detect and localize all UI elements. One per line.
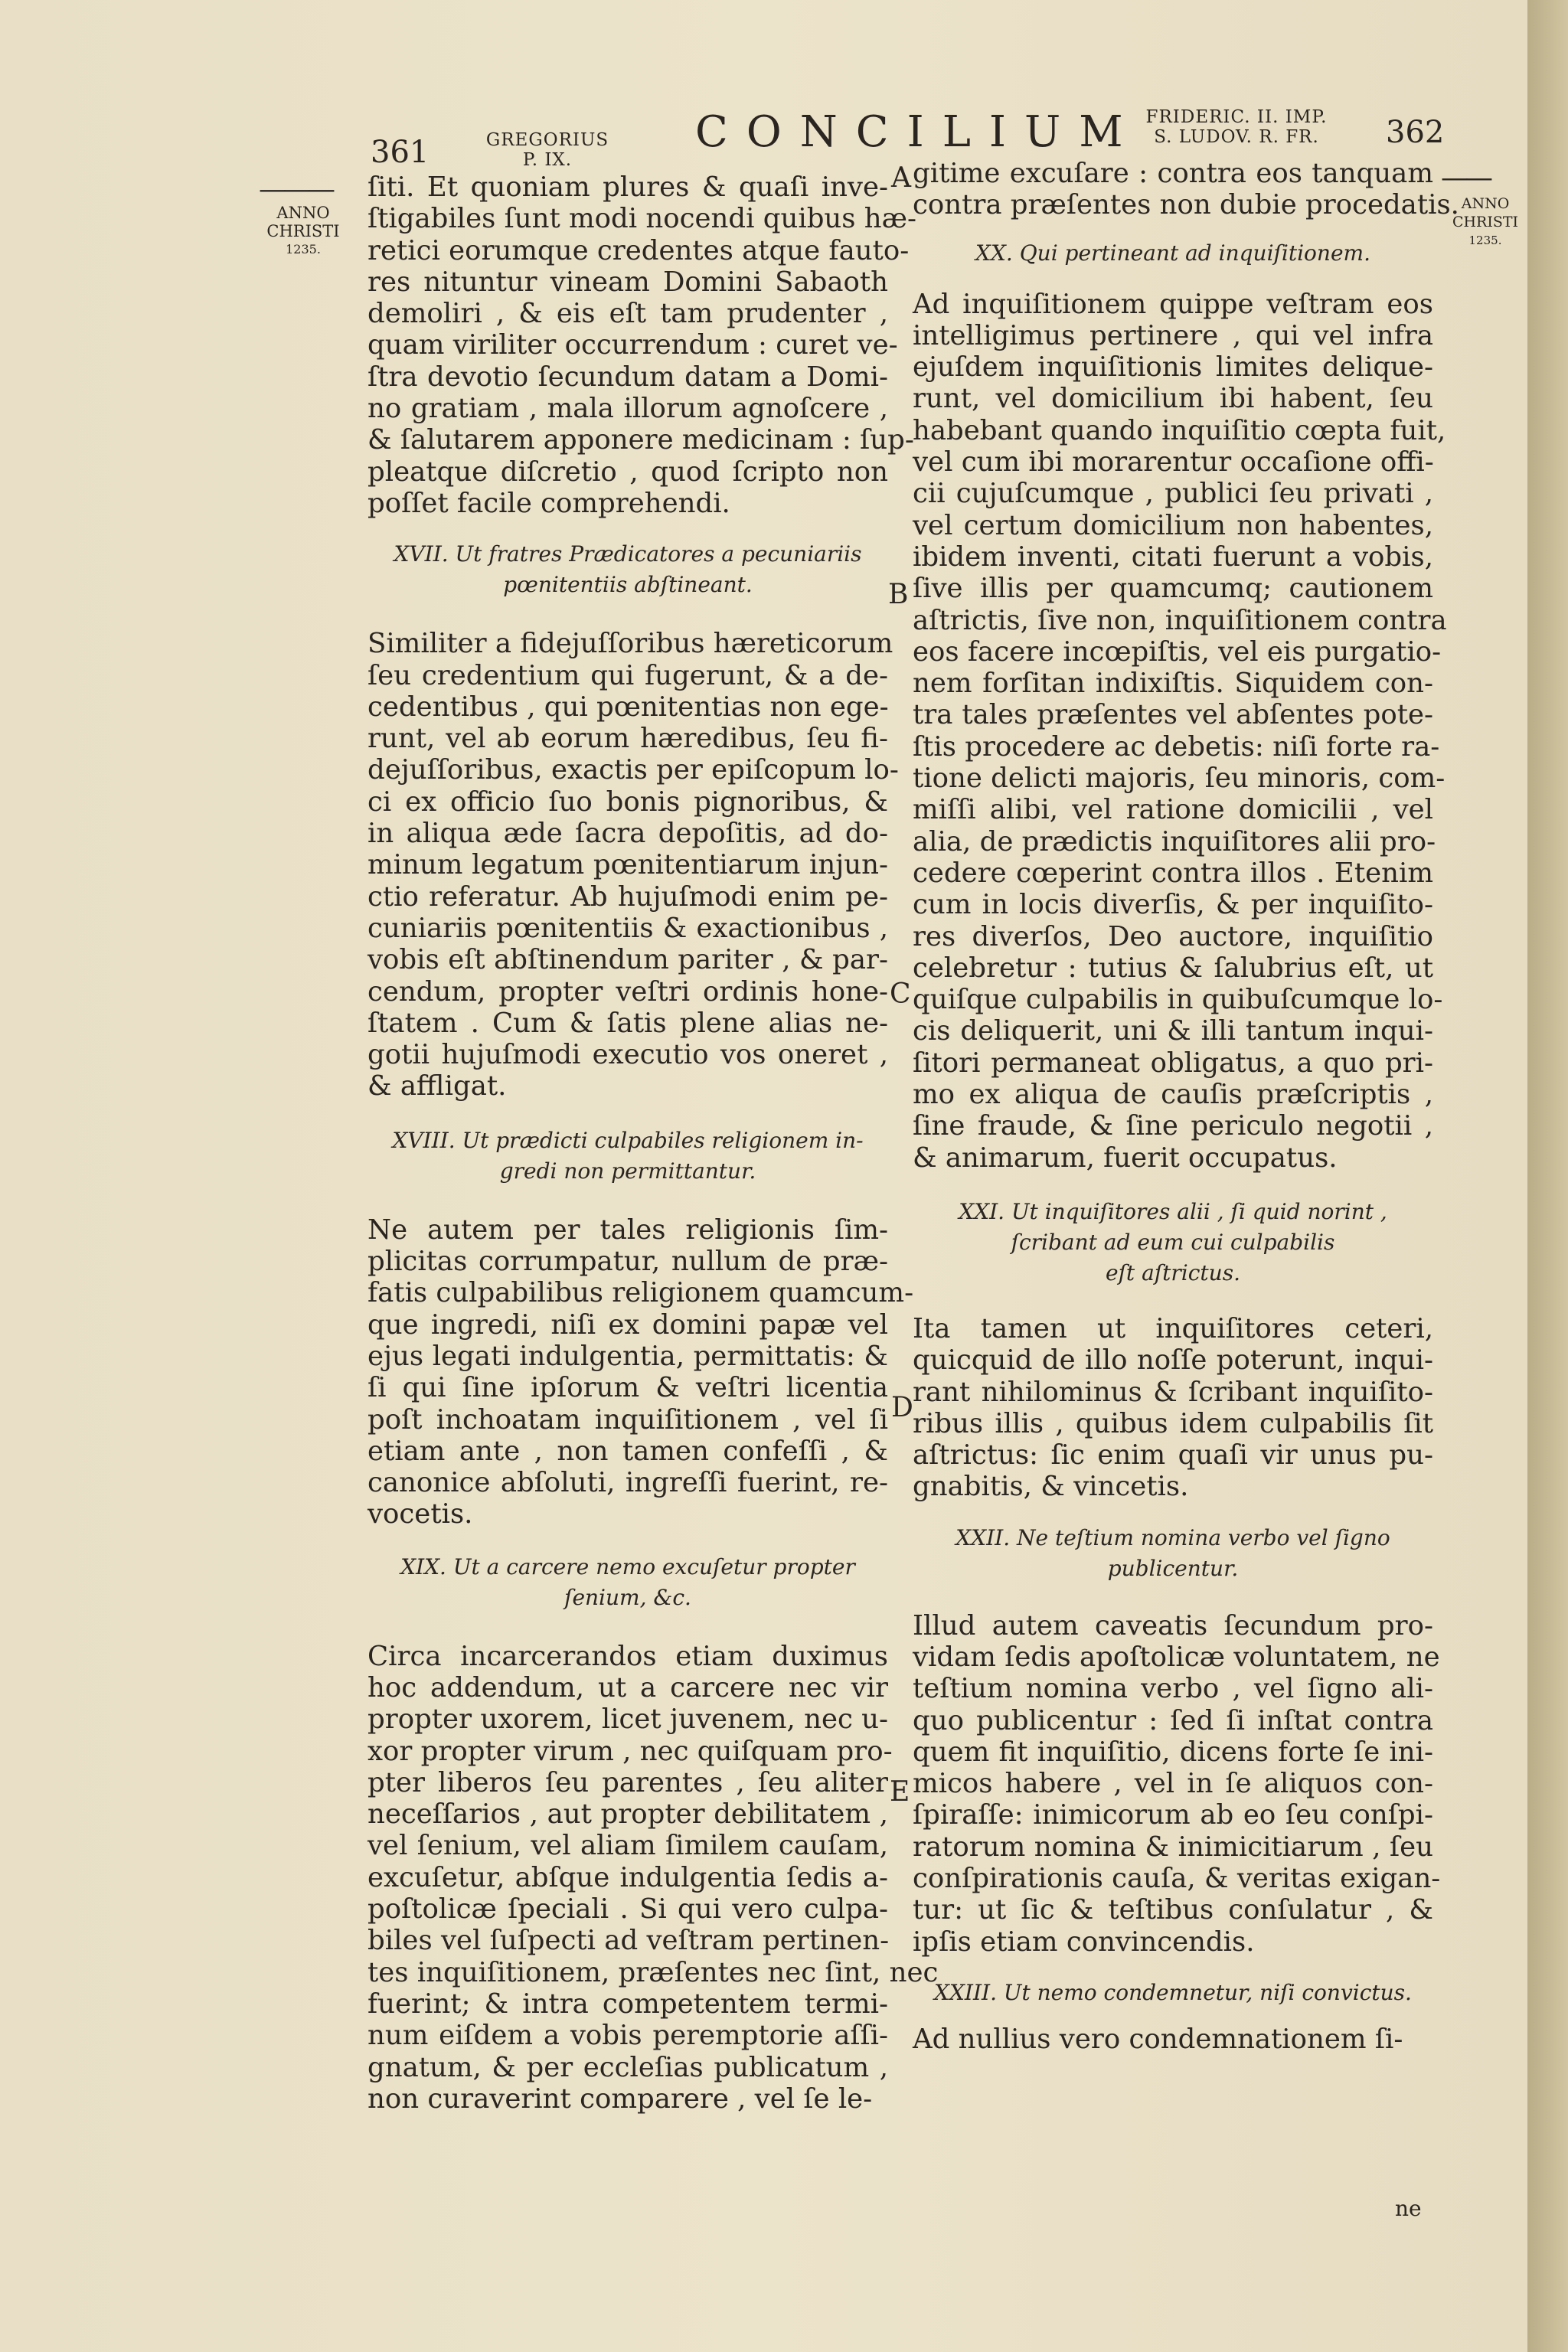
text-line: in aliqua æde ſacra depoſitis, ad do- [368, 818, 888, 850]
margin-year-number-left: 1235. [286, 242, 321, 256]
text-line: vobis eſt abſtinendum pariter , & par- [368, 944, 888, 976]
text-line: fuerint; & intra competentem termi- [368, 1988, 888, 2020]
text-line: eſt aſtrictus. [1106, 1259, 1240, 1285]
heading-xx [913, 238, 1433, 269]
text-line: retici eorumque credentes atque fauto- [368, 234, 910, 266]
text-line: celebretur : tutius & ſalubrius eſt, ut [913, 952, 1433, 984]
running-head-left-line2: P. IX. [522, 150, 573, 170]
text-line: tes inquiſitionem, præſentes nec ſint, nec [368, 1956, 939, 1988]
text-line: fatis culpabilibus religionem quamcum- [368, 1277, 914, 1309]
right-paragraph-2 [913, 288, 1447, 1174]
text-line: minum legatum pœnitentiarum injun- [368, 849, 888, 881]
heading-xviii [368, 1125, 888, 1187]
text-line: propter uxorem, licet juvenem, nec u- [368, 1704, 888, 1736]
text-line: no gratiam , mala illorum agnoſcere , [368, 393, 888, 425]
section-letter-e: E [890, 1776, 910, 1808]
text-line: mo ex aliqua de cauſis præſcriptis , [913, 1079, 1433, 1111]
text-line: cum in locis diverſis, & per inquiſito- [913, 889, 1433, 921]
margin-year-number-right: 1235. [1468, 234, 1502, 247]
text-line: tione delicti majoris, ſeu minoris, com- [913, 763, 1446, 795]
heading-xxii [913, 1523, 1433, 1584]
text-line: Ne autem per tales religionis ſim- [368, 1214, 888, 1246]
text-line: quicquid de illo noſſe poterunt, inqui- [913, 1344, 1433, 1377]
margin-christi-left: CHRISTI [266, 222, 340, 240]
text-line: XXI. Ut inquiſitores alii , ſi quid norint , [959, 1198, 1387, 1224]
heading-xxi [913, 1197, 1433, 1289]
text-line: ſtra devotio ſecundum datam a Domi- [368, 361, 888, 393]
text-line: ſi qui ſine ipſorum & veſtri licentia [368, 1372, 888, 1404]
text-line: Ad inquiſitionem quippe veſtram eos [913, 288, 1433, 320]
text-line: rant nihilominus & ſcribant inquiſito- [913, 1376, 1433, 1408]
text-line: XVII. Ut fratres Prædicatores a pecuniariis [394, 541, 862, 567]
text-line: ribus illis , quibus idem culpabilis ſit [913, 1407, 1433, 1439]
text-line: cedere cœperint contra illos . Etenim [913, 857, 1433, 889]
right-paragraph-4 [913, 1609, 1441, 1958]
margin-rule-right: —— [1441, 162, 1490, 194]
text-line: que ingredi, niſi ex domini papæ vel [368, 1308, 888, 1341]
text-line: aſtrictis, ſive non, inquiſitionem contra [913, 604, 1447, 636]
text-line: cuniariis pœnitentiis & exactionibus , [368, 912, 888, 944]
text-line: ſtatem . Cum & ſatis plene alias ne- [368, 1007, 888, 1039]
text-line: cii cujuſcumque , publici ſeu privati , [913, 478, 1433, 510]
text-line: gnatum, & per eccleſias publicatum , [368, 2051, 888, 2083]
text-line: vel ſenium, vel aliam ſimilem cauſam, [368, 1830, 888, 1862]
text-line: Ita tamen ut inquiſitores ceteri, [913, 1312, 1433, 1344]
text-line: XVIII. Ut prædicti culpabiles religionem in- [392, 1127, 864, 1153]
text-line: aſtrictus: ſic enim quaſi vir unus pu- [913, 1439, 1433, 1472]
text-line: hoc addendum, ut a carcere nec vir [368, 1671, 888, 1704]
text-line: publicentur. [1107, 1555, 1239, 1581]
text-line: ejuſdem inquiſitionis limites delique- [913, 351, 1433, 384]
text-line: intelligimus pertinere , qui vel infra [913, 319, 1433, 351]
running-head-center: CONCILIUM [695, 107, 1142, 157]
text-line: XIX. Ut a carcere nemo excuſetur propter [400, 1553, 855, 1579]
page-number-right: 362 [1386, 115, 1445, 150]
text-line: num eiſdem a vobis peremptorie aſſi- [368, 2020, 888, 2052]
text-line: contra præſentes non dubie procedatis. [913, 189, 1459, 221]
text-line: poſſet facile comprehendi. [368, 487, 730, 519]
right-column [913, 158, 1459, 2055]
text-line: quem fit inquiſitio, dicens forte ſe ini- [913, 1736, 1433, 1768]
running-head-right [1118, 107, 1355, 147]
left-paragraph-1 [368, 172, 917, 519]
text-line: & ſalutarem apponere medicinam : ſup- [368, 424, 914, 456]
text-line: runt, vel domicilium ibi habent, ſeu [913, 383, 1433, 415]
running-head-left-line1: GREGORIUS [485, 130, 609, 150]
text-line: Similiter a fidejuſſoribus hæreticorum [368, 628, 893, 660]
text-line: biles vel ſuſpecti ad veſtram pertinen- [368, 1925, 890, 1957]
text-line: ipſis etiam convincendis. [913, 1926, 1255, 1958]
margin-anno-left: ANNO [276, 204, 330, 222]
text-line: conſpirationis cauſa, & veritas exigan- [913, 1863, 1441, 1895]
text-line: ctio referatur. Ab hujuſmodi enim pe- [368, 880, 888, 913]
text-line: poſtolicæ ſpeciali . Si qui vero culpa- [368, 1893, 888, 1926]
running-head-right-line1: FRIDERIC. II. IMP. [1145, 107, 1328, 127]
text-line: cis deliquerit, uni & illi tantum inqui- [913, 1015, 1433, 1047]
page-number-left: 361 [371, 135, 430, 170]
text-line: nem forſitan indixiſtis. Siquidem con- [913, 668, 1433, 700]
text-line: micos habere , vel in ſe aliquos con- [913, 1768, 1433, 1800]
left-column [368, 172, 939, 2115]
text-line: pter liberos ſeu parentes , ſeu aliter [368, 1766, 888, 1798]
text-line: ratorum nomina & inimicitiarum , ſeu [913, 1831, 1433, 1863]
text-line: vel cum ibi morarentur occaſione offi- [913, 446, 1434, 479]
text-line: vidam ſedis apoſtolicæ voluntatem, ne [913, 1641, 1440, 1673]
text-line: gotii hujuſmodi executio vos oneret , [368, 1039, 888, 1071]
text-line: XXII. Ne teſtium nomina verbo vel ſigno [956, 1524, 1390, 1550]
text-line: neceſſarios , aut propter debilitatem , [368, 1798, 888, 1831]
text-line: gredi non permittantur. [499, 1158, 756, 1184]
text-line: ſpiraſſe: inimicorum ab eo ſeu conſpi- [913, 1799, 1433, 1831]
text-line: pleatque diſcretio , quod ſcripto non [368, 456, 888, 488]
text-line: & animarum, fuerit occupatus. [913, 1142, 1338, 1174]
text-line: Illud autem caveatis ſecundum pro- [913, 1609, 1433, 1642]
text-line: demoliri , & eis eſt tam prudenter , [368, 298, 888, 330]
running-head-right-line2: S. LUDOV. R. FR. [1154, 127, 1319, 147]
margin-year-left [257, 204, 349, 259]
text-line: & affligat. [368, 1070, 507, 1102]
heading-xvii [368, 539, 888, 600]
margin-rule-left: ——— [259, 174, 332, 205]
text-line: tra tales præſentes vel abſentes pote- [913, 699, 1433, 731]
text-line: ſenium, &c. [564, 1584, 691, 1610]
text-line: excuſetur, abſque indulgentia ſedis a- [368, 1861, 888, 1893]
margin-anno-right: ANNO [1461, 195, 1510, 212]
text-line: gitime excuſare : contra eos tanquam [913, 158, 1433, 189]
page-edge-shadow [1527, 0, 1568, 2352]
text-line: plicitas corrumpatur, nullum de præ- [368, 1246, 888, 1278]
section-letter-a: A [891, 162, 911, 194]
text-line: ſtigabiles ſunt modi nocendi quibus hæ- [368, 203, 917, 235]
text-line: Circa incarcerandos etiam duximus [368, 1640, 888, 1672]
left-paragraph-2 [368, 628, 899, 1102]
text-line: habebant quando inquiſitio cœpta fuit, [913, 414, 1446, 446]
margin-christi-right: CHRISTI [1452, 214, 1519, 230]
text-line: res nituntur vineam Domini Sabaoth [368, 266, 888, 298]
text-line: eos facere incœpiſtis, vel eis purgatio- [913, 635, 1442, 668]
text-line: miſſi alibi, vel ratione domicilii , vel [913, 794, 1433, 826]
text-line: quo publicentur : ſed ſi inſtat contra [913, 1704, 1433, 1736]
text-line: ejus legati indulgentia, permittatis: & [368, 1340, 888, 1372]
left-paragraph-3 [368, 1214, 914, 1530]
right-paragraph-5 [913, 2024, 1433, 2055]
text-line: etiam ante , non tamen confeſſi , & [368, 1435, 888, 1467]
text-line: ſeu credentium qui fugerunt, & a de- [368, 659, 888, 691]
heading-xix [368, 1552, 888, 1613]
text-line: Ad nullius vero condemnationem ſi- [913, 2023, 1403, 2055]
text-line: quam viriliter occurrendum : curet ve- [368, 329, 898, 361]
text-line: gnabitis, & vincetis. [913, 1471, 1189, 1503]
text-line: quiſque culpabilis in quibuſcumque lo- [913, 984, 1443, 1016]
text-line: ibidem inventi, citati fuerunt a vobis, [913, 541, 1433, 573]
text-line: XX. Qui pertineant ad inquiſitionem. [975, 240, 1370, 266]
text-line: pœnitentiis abſtineant. [503, 572, 753, 598]
text-line: xor propter virum , nec quiſquam pro- [368, 1735, 893, 1767]
text-line: XXIII. Ut nemo condemnetur, niſi convictus. [934, 1979, 1412, 2005]
text-line: vel certum domicilium non habentes, [913, 509, 1433, 541]
text-line: ſine fraude, & ſine periculo negotii , [913, 1110, 1433, 1142]
text-line: teſtium nomina verbo , vel ſigno ali- [913, 1673, 1433, 1705]
section-letter-d: D [891, 1392, 913, 1423]
text-line: ſtis procedere ac debetis: niſi forte ra- [913, 730, 1440, 763]
text-line: cedentibus , qui pœnitentias non ege- [368, 691, 889, 723]
text-line: ſiti. Et quoniam plures & quaſi inve- [368, 172, 888, 203]
text-line: ſive illis per quamcumq; cautionem [913, 573, 1433, 605]
catchword: ne [1395, 2196, 1422, 2221]
section-letter-b: B [888, 579, 909, 610]
text-line: tur: ut ſic & teſtibus conſulatur , & [913, 1894, 1433, 1926]
text-line: res diverſos, Deo auctore, inquiſitio [913, 920, 1433, 952]
section-letter-c: C [890, 978, 911, 1010]
heading-xxiii [913, 1978, 1433, 2008]
text-line: vocetis. [368, 1498, 473, 1530]
text-line: dejuſſoribus, exactis per epiſcopum lo- [368, 754, 899, 786]
right-paragraph-3 [913, 1313, 1433, 1503]
text-line: runt, vel ab eorum hæredibus, ſeu fi- [368, 723, 888, 755]
text-line: ci ex officio ſuo bonis pignoribus, & [368, 786, 888, 818]
text-line: ſitori permaneat obligatus, a quo pri- [913, 1047, 1433, 1079]
running-head-left [459, 130, 635, 170]
text-line: alia, de prædictis inquiſitores alii pro- [913, 825, 1436, 858]
text-line: cendum, propter veſtri ordinis hone- [368, 975, 888, 1008]
left-paragraph-4 [368, 1640, 939, 2115]
text-line: non curaverint comparere , vel ſe le- [368, 2082, 873, 2115]
right-paragraph-1 [913, 158, 1459, 221]
text-line: poſt inchoatam inquiſitionem , vel ſi [368, 1403, 888, 1436]
text-line: ſcribant ad eum cui culpabilis [1011, 1229, 1335, 1255]
text-line: canonice abſoluti, ingreſſi fuerint, re- [368, 1467, 888, 1499]
